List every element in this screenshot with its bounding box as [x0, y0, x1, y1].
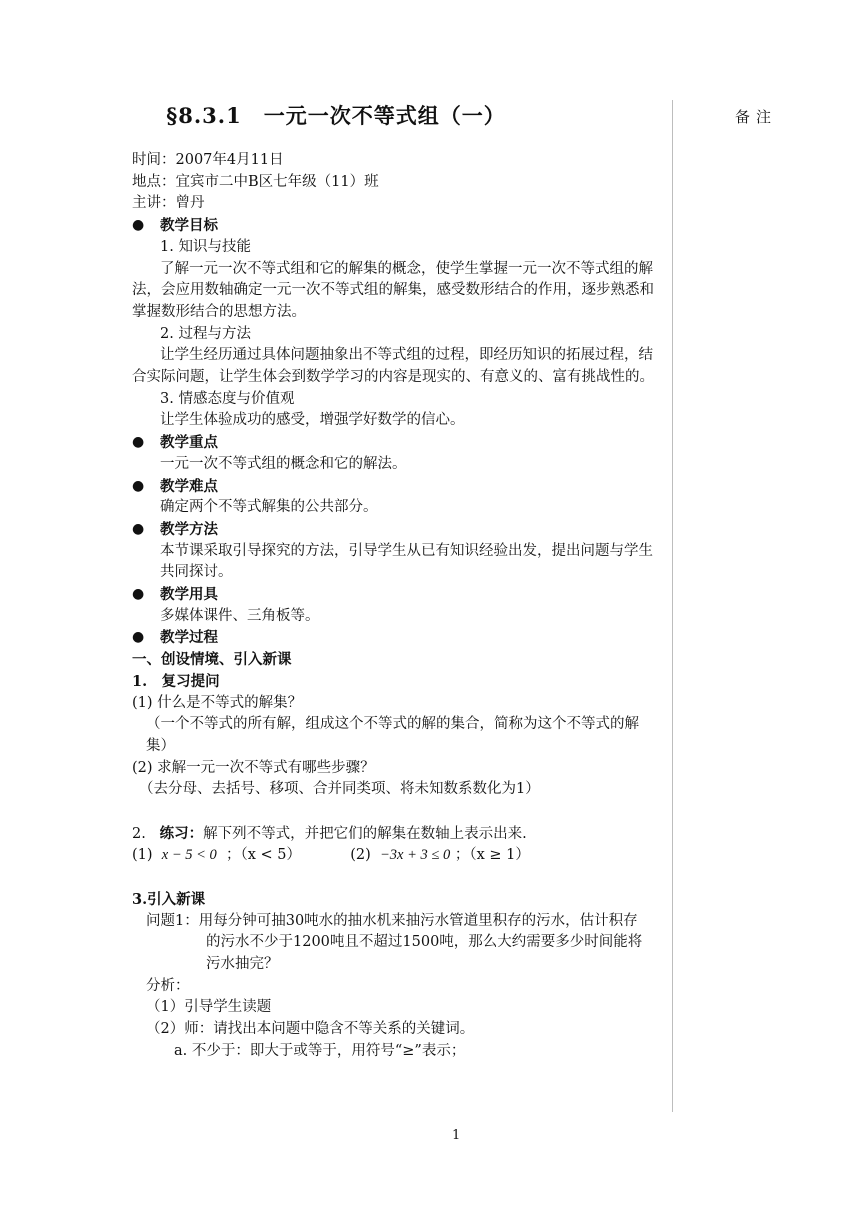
objective-2-text: 让学生经历通过具体问题抽象出不等式组的过程，即经历知识的拓展过程，结合实际问题，让学生体会到数学学习的内容是现实的、有意义的、富有挑战性的。 [132, 347, 654, 386]
objective-1-text: 了解一元一次不等式组和它的解集的概念，使学生掌握一元一次不等式组的解法，会应用数轴确定一元一次不等式组的解集，感受数形结合的作用，逐步熟悉和掌握数形结合的思想方法。 [132, 260, 654, 320]
process-heading: ● 教学过程 [132, 627, 660, 649]
lesson-title: §8.3.1 一元一次不等式组（一） [166, 103, 506, 128]
answer-2: （去分母、去括号、移项、合并同类项、将未知数系数化为1） [139, 781, 540, 798]
answer-1: （一个不等式的所有解，组成这个不等式的解的集合，简称为这个不等式的解集） [146, 716, 639, 754]
practice-line [132, 823, 660, 846]
column-divider [672, 100, 673, 1112]
objective-2-title: 2. 过程与方法 [160, 325, 251, 342]
bullet-icon: ● [132, 586, 145, 603]
meta-time: 时间：2007年4月11日 [132, 152, 284, 168]
analysis-label: 分析： [146, 977, 190, 994]
meta-speaker: 主讲：曾丹 [132, 195, 205, 212]
page-number: 1 [452, 1128, 461, 1143]
practice-number: 2. [132, 825, 146, 842]
key-points-text: 一元一次不等式组的概念和它的解法。 [160, 455, 407, 472]
spacer [132, 801, 660, 823]
analysis-step-a: a. 不少于：即大于或等于，用符号“≥”表示； [174, 1042, 466, 1059]
exercise-2-answer: ；（x ≥ 1） [454, 847, 530, 864]
question-1: (1) 什么是不等式的解集？ [132, 694, 303, 711]
analysis-step-2: （2）师：请找出本问题中隐含不等关系的关键词。 [146, 1021, 475, 1038]
practice-text: 解下列不等式，并把它们的解集在数轴上表示出来. [203, 825, 527, 842]
spacer [132, 867, 660, 889]
exercise-line [132, 845, 660, 867]
difficulties-text: 确定两个不等式解集的公共部分。 [160, 499, 378, 516]
exercise-1-math: x − 5 < 0 [161, 847, 217, 864]
difficulties-heading: ● 教学难点 [132, 476, 660, 498]
new-lesson-heading: 3.引入新课 [132, 890, 206, 908]
bullet-icon: ● [132, 434, 145, 451]
bullet-icon: ● [132, 629, 145, 646]
bullet-icon: ● [132, 520, 145, 537]
tools-heading: ● 教学用具 [132, 584, 660, 606]
problem-1-label: 问题1： [146, 912, 199, 929]
meta-place: 地点：宜宾市二中B区七年级（11）班 [132, 173, 379, 190]
part1-heading: 一、创设情境、引入新课 [132, 651, 292, 669]
objective-1-title: 1. 知识与技能 [160, 238, 251, 255]
analysis-step-1: （1）引导学生读题 [146, 999, 272, 1016]
bullet-icon: ● [132, 217, 145, 234]
exercise-2-math: −3x + 3 ≤ 0 [380, 847, 451, 864]
objectives-heading: ● 教学目标 [132, 215, 660, 237]
lesson-content [132, 150, 660, 1063]
tools-text: 多媒体课件、三角板等。 [160, 607, 320, 624]
key-points-heading: ● 教学重点 [132, 432, 660, 454]
practice-label: 练习： [159, 824, 204, 842]
review-heading: 1. 复习提问 [132, 672, 220, 690]
objective-3-title: 3. 情感态度与价值观 [160, 390, 295, 407]
exercise-1-label: (1) [132, 847, 153, 864]
objective-3-text: 让学生体验成功的感受，增强学好数学的信心。 [160, 412, 465, 429]
exercise-1-answer: ；（x < 5） [226, 847, 302, 864]
problem-1-line-3: 污水抽完？ [206, 955, 279, 972]
methods-heading: ● 教学方法 [132, 519, 660, 541]
question-2: (2) 求解一元一次不等式有哪些步骤？ [132, 759, 375, 776]
exercise-2-label: (2) [350, 847, 371, 864]
bullet-icon: ● [132, 477, 145, 494]
remark-column-header: 备注 [735, 108, 778, 126]
methods-text: 本节课采取引导探究的方法，引导学生从已有知识经验出发，提出问题与学生共同探讨。 [160, 542, 653, 581]
problem-1-line-2: 的污水不少于1200吨且不超过1500吨，那么大约需要多少时间能将 [206, 934, 643, 951]
problem-1-line-1: 问题1：用每分钟可抽30吨水的抽水机来抽污水管道里积存的污水，估计积存 [146, 912, 638, 929]
